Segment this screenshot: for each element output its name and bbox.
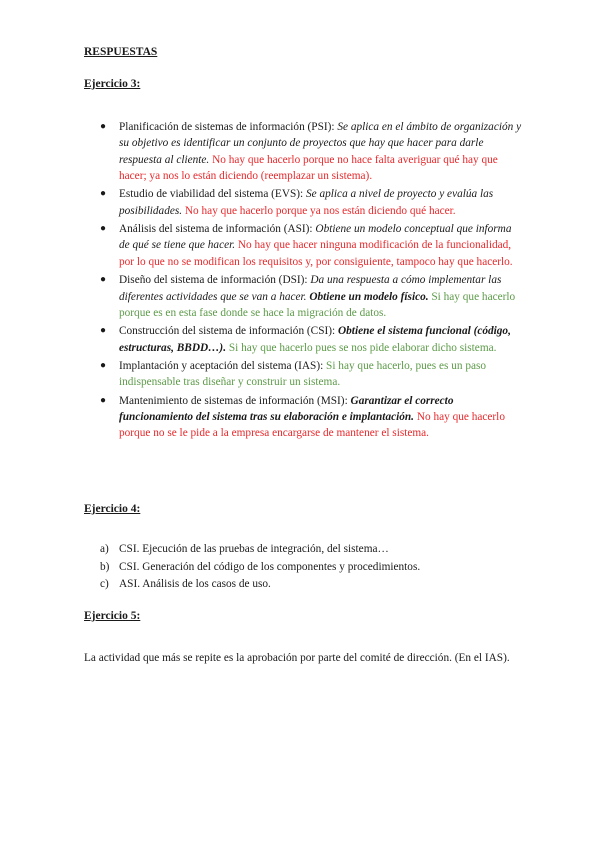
bullet-icon: ● <box>100 360 107 372</box>
list-item-ias: ● Implantación y aceptación del sistema (IAS): Si hay que hacerlo, pues es un paso indispensable tras diseñar y construir un sistema. <box>100 360 487 389</box>
exercise-5-heading: Ejercicio 5: <box>84 610 141 622</box>
bullet-icon: ● <box>100 274 107 286</box>
exercise-3-heading: Ejercicio 3: <box>84 78 141 90</box>
list-item-evs: ● Estudio de viabilidad del sistema (EVS): Se aplica a nivel de proyecto y evalúa las posibilidades. No hay que hacerlo porque ya nos están diciendo qué hacer. <box>100 188 494 217</box>
list-item-b: b) CSI. Generación del código de los componentes y procedimientos. <box>100 560 421 573</box>
exercise-4-list <box>84 541 524 594</box>
answer-yes: Si hay que hacerlo porque es en esta fase donde se hace la migración de datos. <box>119 290 516 319</box>
bullet-icon: ● <box>100 223 107 235</box>
exercise-3-list <box>84 119 524 444</box>
bullet-icon: ● <box>100 394 107 406</box>
answer-yes: Si hay que hacerlo pues se nos pide elaborar dicho sistema. <box>226 341 497 354</box>
list-item-psi: ● Planificación de sistemas de información (PSI): Se aplica en el ámbito de organización y su objetivo es identificar un conjunto de proyectos que hay que hacer para darle respuesta al cliente. No hay que hacerlo porque no hace falta averiguar qué hay que hacer; ya nos lo están diciendo (reemplazar un sistema). <box>100 121 522 182</box>
answer-no: No hay que hacerlo porque no hace falta averiguar qué hay que hacer; ya nos lo están diciendo (reemplazar un sistema). <box>119 153 498 182</box>
bullet-icon: ● <box>100 121 107 132</box>
exercise-5-text: La actividad que más se repite es la aprobación por parte del comité de dirección. (En el IAS). <box>84 652 510 664</box>
list-item-a: a) CSI. Ejecución de las pruebas de integración, del sistema… <box>100 543 389 555</box>
bullet-icon: ● <box>100 188 107 200</box>
answer-no: No hay que hacerlo porque ya nos están diciendo qué hacer. <box>182 204 456 217</box>
bullet-icon: ● <box>100 325 107 337</box>
list-item-msi: ● Mantenimiento de sistemas de información (MSI): Garantizar el correcto funcionamiento del sistema tras su elaboración e implantación. No hay que hacerlo porque no se le pide a la empresa encargarse de mantener el sistema. <box>100 394 505 440</box>
answer-yes: Si hay que hacerlo, pues es un paso indispensable tras diseñar y construir un sistema. <box>119 360 487 389</box>
answer-no: No hay que hacer ninguna modificación de la funcionalidad, por lo que no se modifican los requisitos y, por consiguiente, tampoco hay que hacerlo. <box>119 239 513 268</box>
list-item-asi: ● Análisis del sistema de información (ASI): Obtiene un modelo conceptual que informa de qué se tiene que hacer. No hay que hacer ninguna modificación de la funcionalidad, por lo que no se modifican los requisitos y, por consiguiente, tampoco hay que hacerlo. <box>100 223 513 268</box>
exercise-4-heading: Ejercicio 4: <box>84 503 141 515</box>
list-item-c: c) ASI. Análisis de los casos de uso. <box>100 578 271 591</box>
list-item-csi: ● Construcción del sistema de información (CSI): Obtiene el sistema funcional (código, estructuras, BBDD…). Si hay que hacerlo pues se nos pide elaborar dicho sistema. <box>100 325 511 354</box>
list-item-dsi: ● Diseño del sistema de información (DSI): Da una respuesta a cómo implementar las diferentes actividades que se van a hacer. Obtiene un modelo físico. Si hay que hacerlo porque es en esta fase donde se hace la migración de datos. <box>100 274 516 319</box>
document-title: RESPUESTAS <box>84 46 158 58</box>
answer-no: No hay que hacerlo porque no se le pide a la empresa encargarse de mantener el sistema. <box>119 411 505 440</box>
